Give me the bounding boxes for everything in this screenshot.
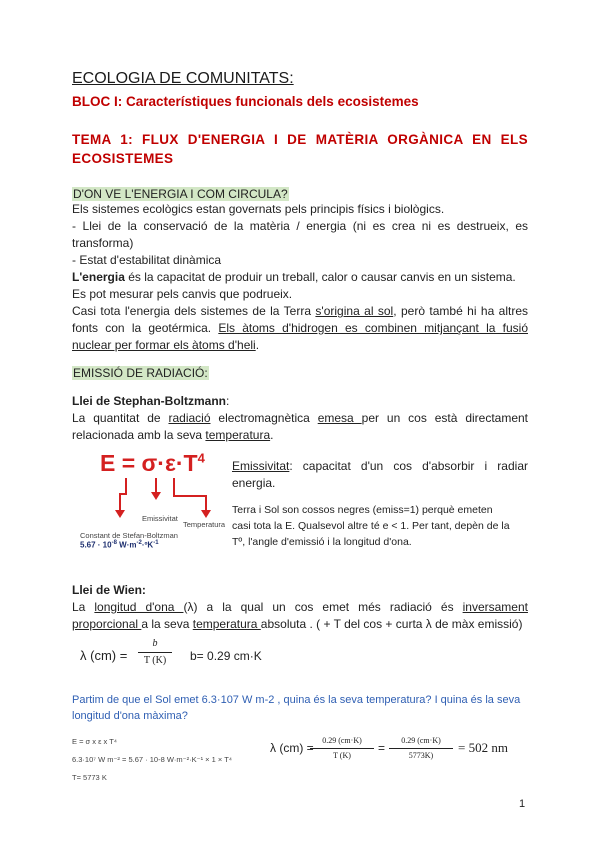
solution-den-2: 5773K) (408, 751, 434, 760)
s1-line-6 (72, 303, 528, 320)
s1-l8b: . (255, 338, 260, 352)
label-temperatura: Temperatura (183, 520, 226, 529)
s1-line-energia (72, 269, 528, 286)
bloc-heading: BLOC I: Característiques funcionals dels ecosistemes (72, 94, 419, 109)
exercise-question (72, 692, 532, 724)
terra-line-1: Terra i Sol son cossos negres (emiss=1) perquè emeten (232, 504, 493, 516)
section1-body (72, 201, 528, 354)
solution-den-1: T (K) (333, 751, 351, 760)
s1-l8u: nuclear per formar els àtoms d'heli (72, 338, 256, 352)
section-heading-energy: D'ON VE L'ENERGIA I COM CIRCULA? (73, 187, 288, 201)
solution-result: = 502 nm (458, 740, 508, 755)
emiss-underlined: Emissivitat (232, 459, 290, 473)
wien-block (72, 582, 528, 633)
s1-line-1: Els sistemes ecològics estan governats pels principis físics i biològics. (72, 202, 445, 216)
solution-lhs: λ (cm) = (270, 741, 314, 755)
label-emissivitat: Emissivitat (142, 514, 178, 523)
wien-denominator: T (K) (143, 655, 167, 666)
tema-heading: TEMA 1: FLUX D'ENERGIA I DE MATÈRIA ORGÀNICA EN ELS ECOSISTEMES (72, 132, 528, 166)
s-radiacio: radiació (168, 411, 211, 425)
s1-l7a: fonts con la geotérmica. (72, 321, 219, 335)
s1-l6u: s'origina al sol (315, 304, 394, 318)
document-title: ECOLOGIA DE COMUNITATS: (72, 70, 294, 87)
solution-equals: = (378, 741, 386, 755)
terra-line-3: Tº, l'angle d'emissió i la longitud d'ona. (232, 536, 412, 548)
wien-fraction-bar (138, 652, 172, 653)
stefan-formula: $E = \sigma\cdot\varepsilon\cdot T^4$ (100, 450, 205, 476)
emiss-rest: : capacitat d'un cos d'absorbir i radiar (289, 459, 528, 473)
label-constant-value: $5.67 \cdot 10^{-8}$ $W\cdot m^{-2}\cdot ºK^{-1}$ (80, 540, 159, 550)
wien-constant: b= 0.29 cm·K (190, 649, 262, 663)
emissivitat-desc (232, 458, 528, 492)
emiss-line-2: energia. (232, 476, 276, 490)
terra-sol-desc (232, 502, 528, 550)
wien-title: Llei de Wien: (72, 583, 146, 597)
s-b: electromagnètica (210, 411, 318, 425)
s1-l7u: Els àtoms d'hidrogen es combinen mitjançant la fusió (218, 321, 528, 335)
solution-num-1: 0.29 (cm·K) (322, 736, 362, 745)
wien-line-1: La longitud d'ona (λ) a la qual un cos emet més radiació és inversament (72, 600, 528, 614)
emiss-line-1 (232, 458, 528, 475)
s-temperatura: temperatura (205, 428, 271, 442)
wien-formula-lhs: λ (cm) = (80, 648, 128, 663)
solution-bar-1 (310, 748, 374, 749)
calc-line-2: 6.3·10⁷ W m⁻² = 5.67 · 10-8 W·m⁻²·K⁻¹ × 1 × T⁴ (72, 755, 233, 764)
energia-bold: L'energia (72, 270, 125, 284)
stephan-line-1 (72, 410, 528, 427)
section-heading-radiation: EMISSIÓ DE RADIACIÓ: (73, 366, 208, 380)
question-line-2: longitud d'ona màxima? (72, 710, 188, 722)
s1-line-3: - Estat d'estabilitat dinàmica (72, 253, 222, 267)
question-line-1: Partim de que el Sol emet 6.3·107 W m-2 , quina és la seva temperatura? I quina és la seva (72, 694, 521, 706)
s-a: La quantitat de (72, 411, 169, 425)
solution-bar-2 (389, 748, 453, 749)
s-d: relacionada amb la seva (72, 428, 206, 442)
s1-l6a: Casi tota l'energia dels sistemes de la Terra (72, 304, 316, 318)
page-number: 1 (519, 798, 526, 810)
s1-line-2a: - Llei de la conservació de la matèria / energia (ni es crea ni es destrueix, es (72, 219, 528, 233)
stephan-colon: : (226, 394, 230, 408)
calc-line-1: E = σ x ε x T⁴ (72, 737, 118, 746)
s-e: . (270, 428, 274, 442)
wien-numerator: b (152, 638, 158, 649)
label-constant: Constant de Stefan-Boltzman (80, 531, 178, 540)
s1-line-7 (72, 320, 528, 337)
stephan-line-2 (72, 427, 528, 444)
s-emesa: emesa (317, 411, 362, 425)
s1-line-5: Es pot mesurar pels canvis que podrueix. (72, 287, 293, 301)
s1-l6b: , però també hi ha altres (393, 304, 528, 318)
energia-rest: és la capacitat de produir un treball, calor o causar canvis en un sistema. (124, 270, 516, 284)
wien-line-2: proporcional a la seva temperatura absoluta . ( + T del cos + curta λ de màx emissió) (72, 617, 523, 631)
s-c: per un cos està directament (361, 411, 529, 425)
calculation-steps (72, 733, 232, 787)
solution-num-2: 0.29 (cm·K) (401, 736, 441, 745)
s1-line-2b: transforma) (72, 236, 134, 250)
stephan-title (72, 393, 528, 410)
stephan-title-text: Llei de Stephan-Boltzmann (72, 394, 227, 408)
terra-line-2: casi tota la E. Qualsevol altre té e < 1. Per tant, depèn de la (232, 520, 510, 532)
stephan-block (72, 393, 528, 444)
calc-line-3: T= 5773 K (72, 773, 107, 782)
s1-line-8 (72, 337, 528, 354)
